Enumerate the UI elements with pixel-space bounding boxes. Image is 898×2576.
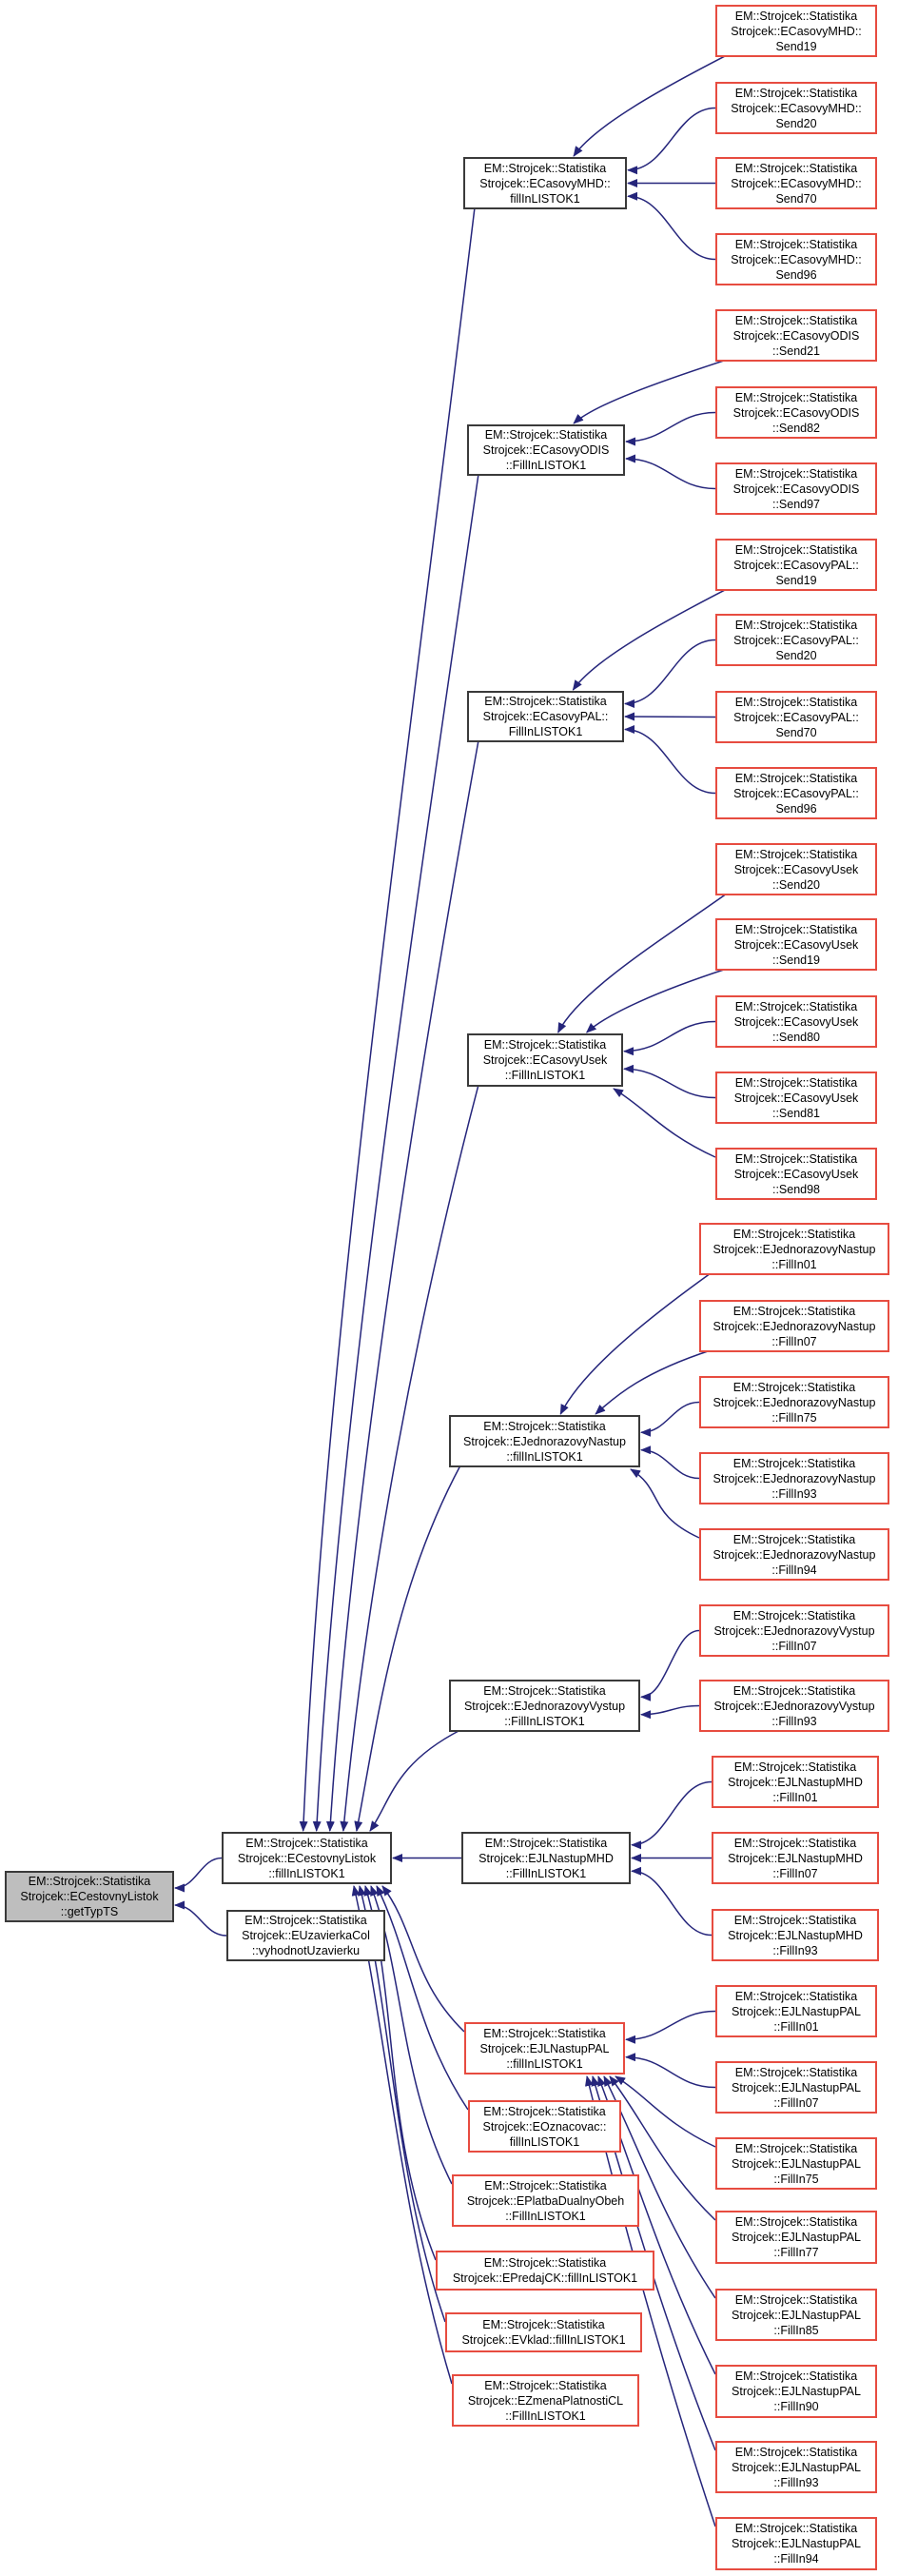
call-edge xyxy=(175,1905,226,1936)
node-label-line: Strojcek::ECestovnyListok xyxy=(237,1851,377,1865)
node-label-line: Strojcek::EUzavierkaCol xyxy=(242,1929,370,1942)
graph-node-ecasovyusek-send20[interactable] xyxy=(715,843,877,895)
call-edge xyxy=(632,1871,712,1935)
node-label-line: ::Send20 xyxy=(771,877,821,892)
node-label-line: Strojcek::ECasovyODIS xyxy=(732,328,860,343)
node-label-line: EM::Strojcek::Statistika xyxy=(734,2141,858,2155)
node-label-line: ::FillIn93 xyxy=(771,1486,817,1501)
call-edge xyxy=(370,1730,460,1831)
node-label-line: fillInLISTOK1 xyxy=(510,191,580,206)
node-label-line: Strojcek::EJLNastupPAL xyxy=(732,2156,861,2171)
node-label-line: Strojcek::EJLNastupMHD xyxy=(728,1851,863,1865)
node-label-line: EM::Strojcek::Statistika xyxy=(734,2292,858,2307)
node-label-line: EM::Strojcek::Statistika xyxy=(734,1989,858,2003)
node-label-line: EM::Strojcek::Statistika xyxy=(734,313,858,327)
node-label-line: EM::Strojcek::Statistika xyxy=(732,1608,856,1622)
node-label-line: Strojcek::EJLNastupPAL xyxy=(732,2231,861,2244)
graph-node-ejlnastuppal-fillin85[interactable] xyxy=(715,2289,877,2341)
call-edge xyxy=(631,1469,699,1538)
node-label-line: Strojcek::EJednorazovyVystup xyxy=(713,1699,875,1713)
node-label-line: Strojcek::EOznacovac:: xyxy=(482,2119,607,2134)
graph-node-ejlnastupmhd-fillin01[interactable] xyxy=(712,1756,879,1808)
graph-node-ejlnastuppal-fillin77[interactable] xyxy=(715,2211,877,2264)
node-label-line: Strojcek::ECasovyUsek xyxy=(733,1091,859,1105)
graph-node-ecasovyusek-send98[interactable] xyxy=(715,1148,877,1200)
node-label-line: Strojcek::EVklad::fillInLISTOK1 xyxy=(461,2333,626,2347)
graph-node-ejlnastuppal-fillin75[interactable] xyxy=(715,2137,877,2190)
graph-node-ejlnastuppal-fillin93[interactable] xyxy=(715,2441,877,2493)
graph-node-epredajck-fillinlistok1[interactable] xyxy=(436,2251,654,2291)
node-label-line: ::fillInLISTOK1 xyxy=(506,1449,583,1464)
node-label-line: Send19 xyxy=(775,39,817,53)
node-label-line: EM::Strojcek::Statistika xyxy=(484,695,607,708)
node-label-line: ::FillIn01 xyxy=(773,2019,819,2034)
node-label-line: EM::Strojcek::Statistika xyxy=(734,695,858,709)
node-label-line: Strojcek::EJednorazovyNastup xyxy=(713,1547,876,1562)
call-edge xyxy=(595,1350,711,1414)
node-label-line: EM::Strojcek::Statistika xyxy=(734,161,858,175)
graph-node-ecasovyodis-send21[interactable] xyxy=(715,309,877,362)
node-label-line: EM::Strojcek::Statistika xyxy=(244,1914,367,1927)
graph-node-evklad-fillinlistok1[interactable] xyxy=(445,2312,642,2352)
node-label-line: Strojcek::ECasovyODIS xyxy=(732,482,860,496)
node-label-line: Strojcek::EJednorazovyNastup xyxy=(713,1395,876,1409)
node-label-line: Strojcek::ECasovyUsek xyxy=(733,1167,859,1181)
call-edge xyxy=(574,55,727,156)
node-label-line: ::FillIn01 xyxy=(771,1257,817,1271)
node-label-line: EM::Strojcek::Statistika xyxy=(484,428,608,442)
graph-node-ejlnastupmhd-fillin07[interactable] xyxy=(712,1832,879,1884)
node-label-line: Strojcek::ECasovyMHD:: xyxy=(731,101,862,115)
node-label-line: EM::Strojcek::Statistika xyxy=(732,1456,856,1470)
call-edge xyxy=(628,108,715,170)
node-label-line: Strojcek::ECasovyMHD:: xyxy=(731,176,862,190)
node-label-line: Strojcek::ECasovyODIS xyxy=(732,405,860,420)
node-label-line: EM::Strojcek::Statistika xyxy=(734,466,858,481)
node-label-line: EM::Strojcek::Statistika xyxy=(483,2256,607,2270)
node-label-line: ::fillInLISTOK1 xyxy=(506,2056,583,2071)
node-label-line: EM::Strojcek::Statistika xyxy=(732,1380,856,1394)
node-label-line: ::FillIn77 xyxy=(773,2246,819,2259)
call-edge xyxy=(641,1403,699,1433)
graph-node-ecasovyodis-send97[interactable] xyxy=(715,462,877,515)
node-label-line: ::FillIn94 xyxy=(773,2552,819,2566)
call-edge xyxy=(625,640,715,704)
node-label-line: EM::Strojcek::Statistika xyxy=(483,1683,606,1698)
node-label-line: ::Send80 xyxy=(771,1030,821,1044)
node-label-line: ::vyhodnotUzavierku xyxy=(251,1944,361,1957)
node-label-line: Send96 xyxy=(775,801,817,816)
node-label-line: Strojcek::EPlatbaDualnyObeh xyxy=(466,2193,625,2208)
graph-node-eplatbadualnyobeh-fillinlistok1[interactable] xyxy=(452,2174,639,2227)
node-label-line: EM::Strojcek::Statistika xyxy=(732,1304,856,1318)
node-label-line: Strojcek::ECasovyUsek xyxy=(733,1014,859,1029)
node-label-line: Strojcek::ECasovyPAL:: xyxy=(733,633,859,647)
graph-node-ejlnastuppal-fillin90[interactable] xyxy=(715,2365,877,2418)
graph-node-ecasovymhd-fillinlistok1[interactable] xyxy=(463,157,627,209)
graph-node-ecestovnylistok-gettypts xyxy=(5,1871,174,1922)
graph-node-ejednorazovyvystup-fillin93[interactable] xyxy=(699,1680,889,1732)
call-edge xyxy=(624,1069,715,1097)
node-label-line: EM::Strojcek::Statistika xyxy=(733,1836,857,1850)
call-edge xyxy=(628,196,715,259)
node-label-line: Strojcek::EJLNastupPAL xyxy=(732,2460,861,2474)
node-label-line: ::Send98 xyxy=(771,1182,821,1196)
node-label-line: EM::Strojcek::Statistika xyxy=(483,1419,606,1433)
node-label-line: EM::Strojcek::Statistika xyxy=(28,1875,151,1888)
graph-node-ejednorazovynastup-fillinlistok1[interactable] xyxy=(449,1415,640,1467)
node-label-line: EM::Strojcek::Statistika xyxy=(734,2065,858,2079)
node-label-line: ::Send21 xyxy=(771,344,821,358)
node-label-line: Send70 xyxy=(775,725,817,739)
call-edge xyxy=(626,2012,715,2040)
node-label-line: Strojcek::ECasovyMHD:: xyxy=(731,24,862,38)
node-label-line: EM::Strojcek::Statistika xyxy=(734,999,858,1013)
node-label-line: ::FillIn01 xyxy=(772,1790,818,1804)
node-label-line: EM::Strojcek::Statistika xyxy=(732,1683,856,1698)
node-label-line: EM::Strojcek::Statistika xyxy=(733,1760,857,1774)
node-label-line: Strojcek::EPredajCK::fillInLISTOK1 xyxy=(452,2271,638,2285)
node-label-line: ::FillIn07 xyxy=(773,2095,819,2110)
node-label-line: EM::Strojcek::Statistika xyxy=(484,2378,607,2392)
call-edge xyxy=(560,1273,711,1414)
node-label-line: ::FillIn94 xyxy=(771,1563,817,1577)
graph-node-ejlnastuppal-fillinlistok1[interactable] xyxy=(464,2022,625,2075)
node-label-line: Strojcek::ECasovyPAL:: xyxy=(733,710,859,724)
node-label-line: ::Send97 xyxy=(771,497,821,511)
graph-node-ejlnastuppal-fillin01[interactable] xyxy=(715,1985,877,2037)
node-label-line: Send19 xyxy=(775,573,817,587)
node-label-line: Strojcek::EJLNastupPAL xyxy=(732,2080,861,2094)
node-label-line: ::FillIn93 xyxy=(771,1714,817,1728)
call-edge xyxy=(626,2057,715,2088)
call-edge xyxy=(632,1782,712,1845)
call-edge xyxy=(641,1631,699,1698)
graph-node-ejlnastuppal-fillin07[interactable] xyxy=(715,2061,877,2114)
node-label-line: EM::Strojcek::Statistika xyxy=(245,1836,368,1850)
node-label-line: Strojcek::ECestovnyListok xyxy=(20,1890,159,1903)
node-label-line: Strojcek::EJLNastupPAL xyxy=(479,2041,610,2055)
node-label-line: ::FillIn90 xyxy=(773,2400,819,2413)
node-label-line: Strojcek::EJLNastupMHD xyxy=(478,1851,614,1865)
node-label-line: EM::Strojcek::Statistika xyxy=(484,1836,608,1850)
node-label-line: ::FillIn75 xyxy=(771,1410,817,1425)
node-label-line: EM::Strojcek::Statistika xyxy=(734,9,858,23)
call-edge xyxy=(626,459,715,489)
call-edge xyxy=(573,589,727,690)
node-label-line: EM::Strojcek::Statistika xyxy=(482,2318,605,2331)
node-label-line: Strojcek::EJednorazovyNastup xyxy=(713,1319,876,1333)
node-label-line: EM::Strojcek::Statistika xyxy=(734,2215,858,2229)
node-label-line: EM::Strojcek::Statistika xyxy=(734,618,858,632)
node-label-line: Strojcek::EJednorazovyVystup xyxy=(713,1623,875,1638)
node-label-line: EM::Strojcek::Statistika xyxy=(734,922,858,936)
node-label-line: ::FillInLISTOK1 xyxy=(504,1714,585,1728)
call-edge xyxy=(641,1706,699,1715)
node-label-line: EM::Strojcek::Statistika xyxy=(734,390,858,404)
node-label-line: FillInLISTOK1 xyxy=(508,725,583,738)
node-label-line: EM::Strojcek::Statistika xyxy=(734,237,858,251)
node-label-line: EM::Strojcek::Statistika xyxy=(734,847,858,861)
node-label-line: Strojcek::EJednorazovyNastup xyxy=(713,1471,876,1485)
graph-node-ejednorazovynastup-fillin07[interactable] xyxy=(699,1300,889,1352)
graph-node-ecasovyodis-send82[interactable] xyxy=(715,386,877,439)
graph-node-ecasovyusek-send19[interactable] xyxy=(715,918,877,971)
call-edge xyxy=(558,894,727,1032)
node-label-line: Send70 xyxy=(775,191,817,206)
node-label-line: EM::Strojcek::Statistika xyxy=(733,1913,857,1927)
node-label-line: EM::Strojcek::Statistika xyxy=(483,2026,606,2040)
call-edge xyxy=(614,1089,715,1157)
node-label-line: EM::Strojcek::Statistika xyxy=(734,2445,858,2459)
node-label-line: EM::Strojcek::Statistika xyxy=(483,2104,606,2118)
node-label-line: ::FillInLISTOK1 xyxy=(504,1069,586,1082)
node-label-line: Strojcek::EJLNastupPAL xyxy=(732,2308,861,2322)
graph-node-ecasovypal-fillinlistok1[interactable] xyxy=(467,691,624,742)
node-label-line: Send20 xyxy=(775,648,817,662)
node-label-line: EM::Strojcek::Statistika xyxy=(734,2522,858,2535)
graph-node-ecasovymhd-send96[interactable] xyxy=(715,233,877,285)
node-label-line: Strojcek::EJLNastupPAL xyxy=(732,2537,861,2550)
graph-node-ejednorazovynastup-fillin93[interactable] xyxy=(699,1452,889,1504)
node-label-line: EM::Strojcek::Statistika xyxy=(734,542,858,557)
node-label-line: EM::Strojcek::Statistika xyxy=(734,1075,858,1090)
graph-node-ejednorazovyvystup-fillin07[interactable] xyxy=(699,1604,889,1657)
node-label-line: Send96 xyxy=(775,267,817,282)
node-label-line: ::FillInLISTOK1 xyxy=(505,2409,586,2423)
graph-node-ecasovymhd-send70[interactable] xyxy=(715,157,877,209)
graph-node-ecestovnylistok-fillinlistok1[interactable] xyxy=(222,1832,392,1884)
graph-node-ecasovyodis-fillinlistok1[interactable] xyxy=(467,424,625,476)
node-label-line: Strojcek::EJednorazovyNastup xyxy=(463,1434,626,1448)
node-label-line: ::FillIn07 xyxy=(771,1334,817,1348)
node-label-line: fillInLISTOK1 xyxy=(509,2134,580,2149)
node-label-line: ::FillIn93 xyxy=(773,2475,819,2489)
node-label-line: Strojcek::ECasovyUsek xyxy=(482,1053,608,1067)
call-edge xyxy=(624,1022,715,1052)
graph-node-ecasovyusek-send80[interactable] xyxy=(715,995,877,1048)
node-label-line: ::Send19 xyxy=(771,953,821,967)
node-label-line: Strojcek::ECasovyPAL:: xyxy=(733,558,859,572)
node-label-line: ::FillInLISTOK1 xyxy=(505,1866,587,1880)
graph-node-ejednorazovynastup-fillin01[interactable] xyxy=(699,1223,889,1275)
node-label-line: ::Send82 xyxy=(771,421,821,435)
call-edge xyxy=(175,1858,222,1889)
node-label-line: Strojcek::EJLNastupMHD xyxy=(728,1775,863,1789)
node-label-line: ::fillInLISTOK1 xyxy=(268,1866,345,1880)
node-label-line: ::FillIn07 xyxy=(772,1866,818,1880)
graph-node-ejlnastupmhd-fillinlistok1[interactable] xyxy=(461,1832,631,1884)
graph-node-ecasovymhd-send19[interactable] xyxy=(715,5,877,57)
graph-node-ejednorazovyvystup-fillinlistok1[interactable] xyxy=(449,1680,640,1732)
node-label-line: Strojcek::ECasovyUsek xyxy=(733,862,859,876)
node-label-line: EM::Strojcek::Statistika xyxy=(732,1227,856,1241)
node-label-line: ::FillIn93 xyxy=(772,1943,818,1957)
call-edge xyxy=(303,207,475,1831)
graph-node-ecasovyusek-send81[interactable] xyxy=(715,1072,877,1124)
graph-node-ecasovypal-send96[interactable] xyxy=(715,767,877,819)
graph-node-ecasovypal-send20[interactable] xyxy=(715,614,877,666)
node-label-line: ::FillInLISTOK1 xyxy=(505,459,587,472)
node-label-line: Strojcek::ECasovyPAL:: xyxy=(733,786,859,800)
node-label-line: EM::Strojcek::Statistika xyxy=(734,1151,858,1166)
node-label-line: EM::Strojcek::Statistika xyxy=(734,771,858,785)
node-label-line: EM::Strojcek::Statistika xyxy=(484,2178,607,2193)
node-label-line: ::FillInLISTOK1 xyxy=(505,2209,586,2223)
graph-node-ecasovymhd-send20[interactable] xyxy=(715,82,877,134)
node-label-line: Strojcek::ECasovyODIS xyxy=(482,443,610,457)
node-label-line: Strojcek::EJednorazovyVystup xyxy=(463,1699,626,1713)
graph-node-eoznacovac-fillinlistok1[interactable] xyxy=(468,2100,621,2153)
node-label-line: EM::Strojcek::Statistika xyxy=(483,1038,607,1052)
node-label-line: ::FillIn85 xyxy=(773,2323,819,2337)
node-label-line: Strojcek::ECasovyUsek xyxy=(733,937,859,952)
call-edge xyxy=(625,717,715,718)
call-edge xyxy=(330,740,478,1831)
node-label-line: EM::Strojcek::Statistika xyxy=(734,2370,858,2383)
call-edge xyxy=(625,730,715,794)
node-label-line: Strojcek::EJLNastupPAL xyxy=(732,2385,861,2398)
graph-node-ejlnastuppal-fillin94[interactable] xyxy=(715,2517,877,2570)
graph-node-ecasovypal-send70[interactable] xyxy=(715,691,877,743)
node-label-line: Strojcek::ECasovyPAL:: xyxy=(482,710,609,723)
call-edge xyxy=(377,1886,468,2110)
call-edge xyxy=(357,1465,460,1831)
graph-node-ezmenaplatnosticl-fillinlistok1[interactable] xyxy=(452,2374,639,2427)
node-label-line: ::getTypTS xyxy=(60,1905,119,1918)
graph-node-euzavierkacol-vyhodnotuzavierku[interactable] xyxy=(226,1910,385,1961)
graph-node-ejlnastupmhd-fillin93[interactable] xyxy=(712,1909,879,1961)
node-label-line: ::FillIn75 xyxy=(773,2172,819,2186)
node-label-line: Send20 xyxy=(775,116,817,130)
node-label-line: Strojcek::ECasovyMHD:: xyxy=(731,252,862,266)
node-label-line: ::FillIn07 xyxy=(771,1639,817,1653)
graph-node-ecasovyusek-fillinlistok1[interactable] xyxy=(467,1033,623,1087)
call-edge xyxy=(615,2076,715,2147)
node-label-line: EM::Strojcek::Statistika xyxy=(734,86,858,100)
call-edge xyxy=(626,413,715,442)
node-label-line: EM::Strojcek::Statistika xyxy=(483,161,607,175)
node-label-line: ::Send81 xyxy=(771,1106,821,1120)
node-label-line: Strojcek::ECasovyMHD:: xyxy=(479,176,611,190)
graph-node-ejednorazovynastup-fillin75[interactable] xyxy=(699,1376,889,1428)
call-edge xyxy=(641,1450,699,1479)
call-edge xyxy=(382,1886,464,2032)
node-label-line: Strojcek::EJLNastupMHD xyxy=(728,1928,863,1942)
node-label-line: Strojcek::EJLNastupPAL xyxy=(732,2004,861,2018)
graph-node-ejednorazovynastup-fillin94[interactable] xyxy=(699,1528,889,1581)
node-label-line: EM::Strojcek::Statistika xyxy=(732,1532,856,1546)
node-label-line: Strojcek::EJednorazovyNastup xyxy=(713,1242,876,1256)
node-label-line: Strojcek::EZmenaPlatnostiCL xyxy=(467,2393,624,2408)
graph-node-ecasovypal-send19[interactable] xyxy=(715,539,877,591)
